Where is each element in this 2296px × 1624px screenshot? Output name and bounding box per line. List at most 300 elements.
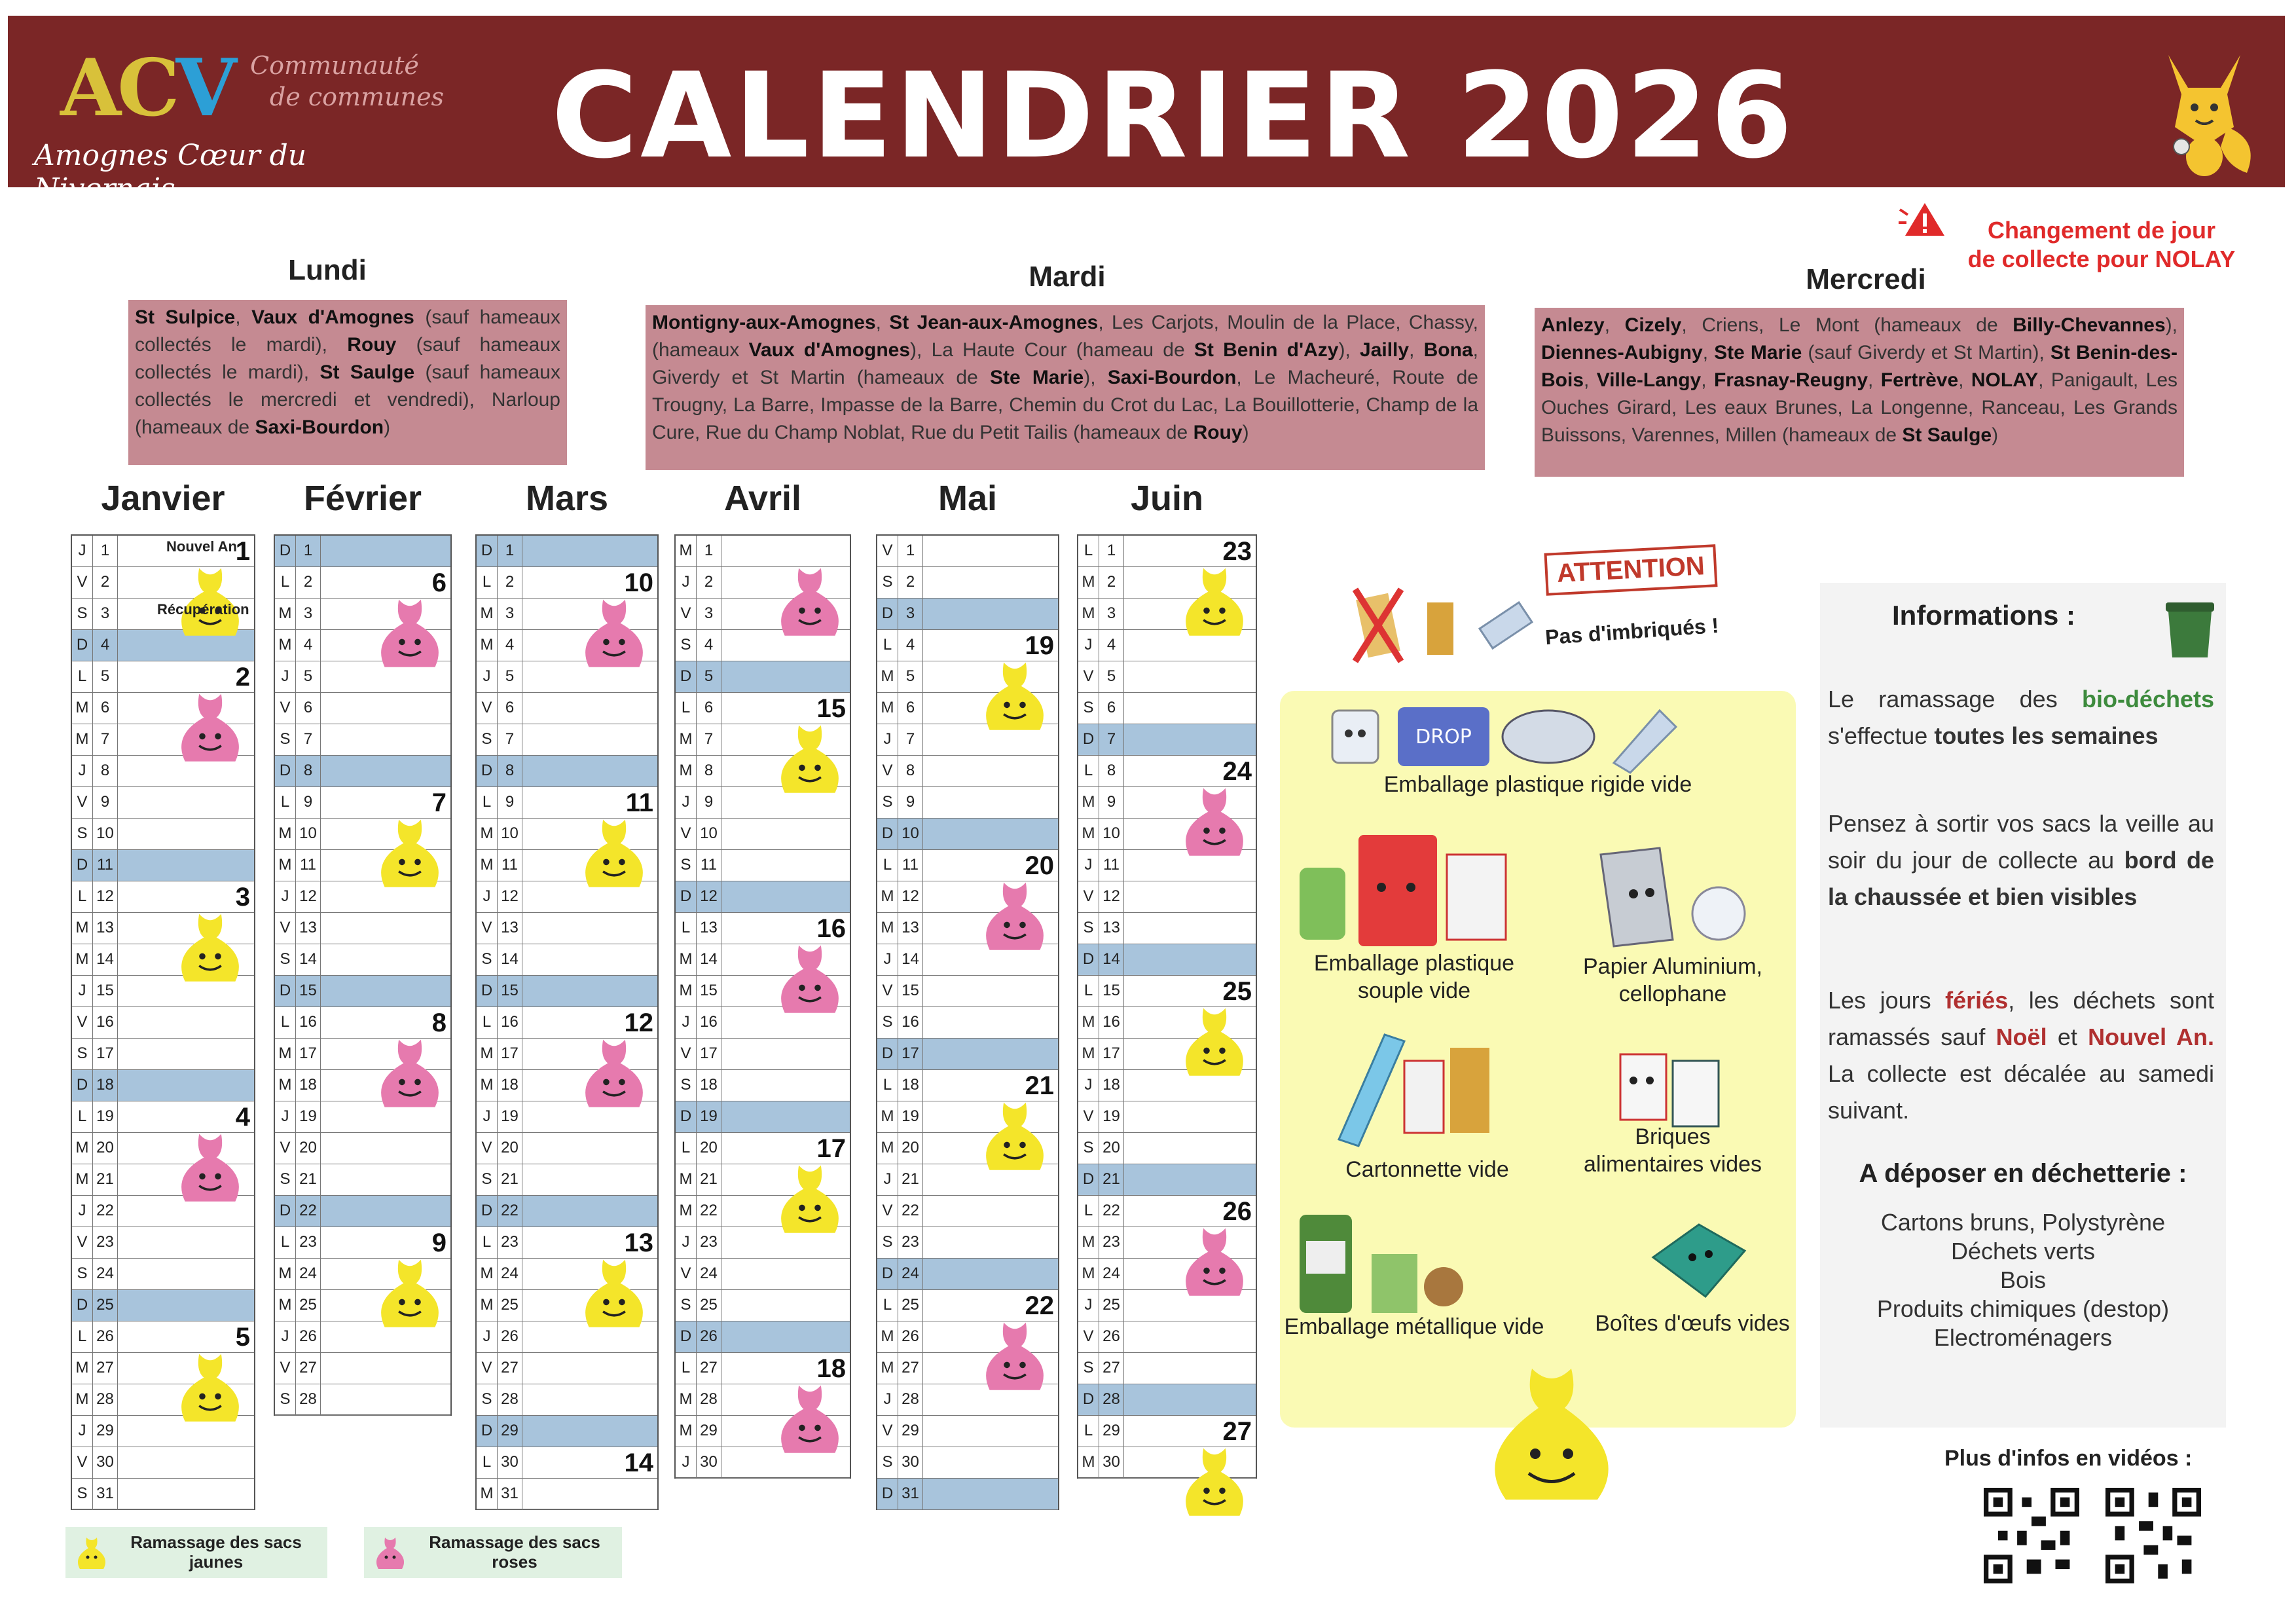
- day-letter: M: [275, 1039, 296, 1069]
- day-letter: M: [275, 1259, 296, 1289]
- day-number: 1: [296, 536, 321, 566]
- month-table: [475, 534, 659, 1510]
- day-letter: D: [477, 756, 498, 786]
- yellow-bag-icon: [1175, 1442, 1254, 1524]
- day-number: 26: [296, 1321, 321, 1352]
- day-letter: J: [877, 1384, 898, 1415]
- day-letter: L: [877, 1070, 898, 1101]
- day-letter: M: [1078, 599, 1099, 629]
- day-row: [275, 976, 450, 1007]
- header-banner: [8, 16, 2285, 206]
- day-number: 14: [296, 944, 321, 975]
- day-letter: V: [72, 1447, 93, 1478]
- day-number: 13: [93, 913, 118, 944]
- day-row: [1078, 944, 1256, 976]
- week-number: 6: [431, 568, 446, 597]
- day-number: 3: [296, 599, 321, 629]
- day-row: [1078, 881, 1256, 913]
- day-number: 25: [498, 1290, 522, 1321]
- day-letter: M: [275, 1290, 296, 1321]
- day-number: 18: [898, 1070, 923, 1101]
- pink-bag-icon: [1175, 782, 1254, 864]
- day-letter: D: [676, 1321, 697, 1352]
- day-letter: M: [477, 630, 498, 661]
- day-row: [877, 1007, 1058, 1039]
- day-letter: M: [877, 661, 898, 692]
- yellow-bag-icon: [72, 1532, 111, 1572]
- week-number: 7: [431, 788, 446, 817]
- day-letter: D: [477, 1196, 498, 1227]
- sunday-fill: [522, 976, 657, 1006]
- day-letter: V: [877, 1416, 898, 1447]
- day-row: [877, 819, 1058, 850]
- day-letter: D: [275, 756, 296, 786]
- day-row: [877, 1447, 1058, 1479]
- week-number: 18: [816, 1354, 846, 1383]
- day-number: 28: [697, 1384, 721, 1415]
- day-row: [72, 1479, 254, 1510]
- day-letter: V: [72, 787, 93, 818]
- day-number: 16: [498, 1007, 522, 1038]
- day-row: [275, 1353, 450, 1384]
- day-row: [275, 913, 450, 944]
- day-row: [877, 1196, 1058, 1227]
- day-number: 6: [898, 693, 923, 724]
- day-letter: M: [275, 850, 296, 881]
- day-number: 19: [898, 1101, 923, 1132]
- day-letter: L: [676, 693, 697, 724]
- info-title: Informations :: [1892, 600, 2075, 631]
- dechetterie-item: Bois: [1999, 1266, 2047, 1293]
- day-number: 26: [898, 1321, 923, 1352]
- day-letter: J: [676, 567, 697, 598]
- day-row: [877, 756, 1058, 787]
- day-number: 24: [697, 1259, 721, 1289]
- day-row: [877, 599, 1058, 630]
- sunday-fill: [321, 756, 450, 786]
- day-letter: J: [877, 944, 898, 975]
- day-number: 20: [498, 1133, 522, 1164]
- day-row: [1078, 1353, 1256, 1384]
- day-number: 12: [296, 881, 321, 912]
- info-sortir-sacs: Pensez à sortir vos sacs la veille au soir du jour de collecte au bord de la chaussée et bien visibles: [1828, 810, 2214, 910]
- day-number: 28: [898, 1384, 923, 1415]
- pink-bag-icon: [371, 593, 449, 675]
- day-number: 4: [296, 630, 321, 661]
- day-letter: V: [877, 536, 898, 566]
- day-letter: M: [477, 1259, 498, 1289]
- day-number: 12: [697, 881, 721, 912]
- pink-bag-icon: [771, 1379, 849, 1461]
- day-letter: V: [275, 1133, 296, 1164]
- day-number: 7: [93, 724, 118, 755]
- day-row: [877, 976, 1058, 1007]
- day-number: 23: [1099, 1227, 1124, 1258]
- week-number: 17: [816, 1134, 846, 1163]
- day-number: 8: [1099, 756, 1124, 786]
- week-number: 14: [624, 1449, 653, 1477]
- day-letter: M: [1078, 1039, 1099, 1069]
- month-table: [1077, 534, 1257, 1479]
- day-letter: M: [676, 944, 697, 975]
- day-number: 17: [898, 1039, 923, 1069]
- month-table: [274, 534, 452, 1416]
- day-row: [72, 1227, 254, 1259]
- day-letter: V: [275, 1353, 296, 1384]
- day-letter: S: [676, 1290, 697, 1321]
- day-row: [1078, 724, 1256, 756]
- dechetterie-item: Electroménagers: [1933, 1324, 2113, 1351]
- day-row: [877, 787, 1058, 819]
- day-letter: M: [1078, 567, 1099, 598]
- egg-box-label: Boîtes d'œufs vides: [1595, 1311, 1790, 1336]
- day-letter: J: [877, 1164, 898, 1195]
- day-row: [477, 1196, 657, 1227]
- day-box-mardi: Montigny-aux-Amognes, St Jean-aux-Amognes, Les Carjots, Moulin de la Place, Chassy, (hameaux Vaux d'Amognes), La Haute Cour (hameau de St Benin d'Azy), Jailly, Bona, Giverdy et St Martin (hameaux de Ste Marie), Saxi-Bourdon, Le Macheuré, Route de Trougny, La Barre, Impasse de la Barre, Chemin du Crot du Lac, La Bouillotterie, Champ de la Cure, Rue du Champ Noblat, Rue du Petit Tailis (hameaux de Rouy): [646, 305, 1485, 470]
- day-number: 27: [93, 1353, 118, 1384]
- day-letter: D: [477, 1416, 498, 1447]
- day-row: [477, 756, 657, 787]
- day-row: [72, 819, 254, 850]
- day-number: 7: [697, 724, 721, 755]
- day-number: 28: [93, 1384, 118, 1415]
- yellow-bag-icon: [171, 1348, 249, 1430]
- day-row: [676, 1070, 850, 1101]
- day-letter: L: [877, 630, 898, 661]
- day-number: 18: [93, 1070, 118, 1101]
- day-number: 20: [697, 1133, 721, 1164]
- aluminium-foil-icon: [1588, 841, 1758, 953]
- day-row: [676, 661, 850, 693]
- day-letter: M: [877, 913, 898, 944]
- day-letter: L: [1078, 536, 1099, 566]
- day-number: 19: [296, 1101, 321, 1132]
- logo-letters-v: V: [175, 42, 233, 134]
- day-number: 9: [697, 787, 721, 818]
- month-title: Février: [303, 479, 422, 518]
- day-number: 20: [1099, 1133, 1124, 1164]
- sunday-fill: [923, 1479, 1058, 1509]
- day-letter: M: [676, 1384, 697, 1415]
- day-number: 18: [498, 1070, 522, 1101]
- day-row: [477, 1164, 657, 1196]
- day-letter: V: [1078, 1101, 1099, 1132]
- day-number: 14: [1099, 944, 1124, 975]
- day-letter: M: [676, 756, 697, 786]
- day-letter: L: [1078, 1416, 1099, 1447]
- day-letter: M: [877, 1133, 898, 1164]
- day-row: [72, 1259, 254, 1290]
- day-letter: M: [72, 1164, 93, 1195]
- day-number: 17: [697, 1039, 721, 1069]
- sunday-fill: [721, 1321, 850, 1352]
- day-letter: L: [72, 1321, 93, 1352]
- sunday-fill: [321, 976, 450, 1006]
- day-letter: L: [275, 1007, 296, 1038]
- day-letter: M: [676, 536, 697, 566]
- day-number: 30: [1099, 1447, 1124, 1478]
- day-letter: V: [275, 913, 296, 944]
- day-letter: V: [676, 1259, 697, 1289]
- day-letter: S: [72, 819, 93, 849]
- day-number: 27: [697, 1353, 721, 1384]
- day-letter: D: [1078, 724, 1099, 755]
- day-number: 13: [1099, 913, 1124, 944]
- day-number: 12: [1099, 881, 1124, 912]
- logo-line2: de communes: [270, 83, 445, 111]
- week-number: 10: [624, 568, 653, 597]
- day-number: 12: [498, 881, 522, 912]
- week-number: 9: [431, 1228, 446, 1257]
- day-number: 2: [1099, 567, 1124, 598]
- day-number: 25: [1099, 1290, 1124, 1321]
- soft-plastic-icon: [1293, 828, 1516, 959]
- day-letter: J: [72, 756, 93, 786]
- day-number: 21: [898, 1164, 923, 1195]
- day-row: [275, 1384, 450, 1416]
- day-row: [72, 1007, 254, 1039]
- day-letter: D: [275, 536, 296, 566]
- alert-line1: Changement de jour: [1987, 217, 2216, 244]
- day-number: 16: [93, 1007, 118, 1038]
- sunday-fill: [1124, 944, 1256, 975]
- day-row: [877, 1259, 1058, 1290]
- sunday-fill: [118, 850, 254, 881]
- day-row: [477, 693, 657, 724]
- day-letter: J: [275, 881, 296, 912]
- info-biodechets: Le ramassage des bio-déchets s'effectue toutes les semaines: [1828, 686, 2214, 749]
- day-row: [477, 944, 657, 976]
- day-number: 4: [498, 630, 522, 661]
- day-letter: L: [877, 1290, 898, 1321]
- dechetterie-title: A déposer en déchetterie :: [1859, 1159, 2187, 1188]
- day-letter: M: [72, 944, 93, 975]
- day-number: 18: [296, 1070, 321, 1101]
- day-letter: M: [1078, 787, 1099, 818]
- videos-label: Plus d'infos en vidéos :: [1944, 1446, 2193, 1471]
- day-number: 21: [93, 1164, 118, 1195]
- day-row: [477, 1416, 657, 1447]
- day-row: [275, 724, 450, 756]
- day-letter: M: [1078, 1259, 1099, 1289]
- day-number: 29: [697, 1416, 721, 1447]
- day-row: [477, 976, 657, 1007]
- qr-code-icon[interactable]: [1984, 1488, 2079, 1583]
- pink-bag-icon: [975, 876, 1054, 958]
- legend-pink-text: Ramassage des sacs roses: [429, 1532, 600, 1572]
- yellow-bag-icon: [371, 813, 449, 895]
- day-number: 22: [296, 1196, 321, 1227]
- day-number: 23: [296, 1227, 321, 1258]
- day-letter: D: [275, 976, 296, 1006]
- day-title-mardi: Mardi: [1029, 261, 1106, 293]
- day-letter: D: [676, 1101, 697, 1132]
- day-letter: J: [72, 1196, 93, 1227]
- day-number: 28: [1099, 1384, 1124, 1415]
- day-letter: S: [1078, 693, 1099, 724]
- day-letter: L: [275, 567, 296, 598]
- day-number: 2: [697, 567, 721, 598]
- day-letter: D: [72, 1070, 93, 1101]
- day-number: 30: [697, 1447, 721, 1478]
- sunday-fill: [321, 1196, 450, 1227]
- qr-code-icon[interactable]: [2105, 1488, 2201, 1583]
- day-letter: J: [676, 1227, 697, 1258]
- day-letter: L: [477, 1007, 498, 1038]
- bio-bin-icon: [2160, 589, 2219, 661]
- day-row: [1078, 1133, 1256, 1164]
- day-number: 7: [898, 724, 923, 755]
- month-title: Mars: [525, 479, 609, 518]
- week-number: 11: [625, 788, 653, 817]
- day-number: 5: [498, 661, 522, 692]
- day-letter: S: [877, 1227, 898, 1258]
- week-number: 5: [235, 1323, 250, 1352]
- day-row: [275, 1164, 450, 1196]
- day-number: 28: [498, 1384, 522, 1415]
- day-letter: S: [477, 724, 498, 755]
- yellow-bag-mascot-icon: [1467, 1342, 1637, 1513]
- day-letter: D: [877, 1259, 898, 1289]
- day-letter: J: [1078, 1290, 1099, 1321]
- day-letter: S: [877, 787, 898, 818]
- day-letter: L: [275, 1227, 296, 1258]
- day-letter: S: [1078, 1133, 1099, 1164]
- day-letter: S: [1078, 913, 1099, 944]
- day-number: 2: [498, 567, 522, 598]
- day-number: 11: [93, 850, 118, 881]
- day-letter: M: [477, 1290, 498, 1321]
- yellow-bag-icon: [575, 813, 653, 895]
- sunday-fill: [923, 599, 1058, 629]
- day-number: 28: [296, 1384, 321, 1415]
- day-number: 26: [1099, 1321, 1124, 1352]
- day-letter: D: [1078, 1384, 1099, 1415]
- pink-bag-icon: [771, 939, 849, 1021]
- day-letter: L: [72, 881, 93, 912]
- yellow-bag-icon: [1175, 1002, 1254, 1084]
- day-letter: M: [72, 1353, 93, 1384]
- day-number: 20: [898, 1133, 923, 1164]
- legend-yellow: [65, 1527, 327, 1578]
- legend-pink: [364, 1527, 622, 1578]
- day-number: 19: [93, 1101, 118, 1132]
- week-number: 2: [235, 663, 250, 692]
- day-row: [477, 536, 657, 567]
- week-number: 16: [816, 914, 846, 943]
- day-letter: M: [275, 630, 296, 661]
- day-letter: M: [275, 819, 296, 849]
- yellow-bag-icon: [975, 1096, 1054, 1178]
- metal-can-label: Emballage métallique vide: [1284, 1314, 1544, 1339]
- day-number: 10: [93, 819, 118, 849]
- day-number: 30: [498, 1447, 522, 1478]
- sunday-fill: [522, 1416, 657, 1447]
- week-number: 20: [1025, 851, 1054, 880]
- sunday-fill: [118, 1070, 254, 1101]
- day-number: 8: [697, 756, 721, 786]
- day-letter: M: [676, 1416, 697, 1447]
- dechetterie-item: Déchets verts: [1950, 1238, 2096, 1264]
- month-title: Juin: [1130, 479, 1203, 518]
- sunday-fill: [721, 1101, 850, 1132]
- aluminium-foil-label: Papier Aluminium, cellophane: [1582, 954, 1762, 1006]
- day-row: [1078, 1164, 1256, 1196]
- day-letter: S: [676, 850, 697, 881]
- week-number: 25: [1222, 977, 1252, 1006]
- day-letter: M: [676, 976, 697, 1006]
- day-number: 10: [498, 819, 522, 849]
- day-number: 25: [697, 1290, 721, 1321]
- day-letter: D: [1078, 1164, 1099, 1195]
- day-number: 17: [296, 1039, 321, 1069]
- day-row: [477, 1133, 657, 1164]
- day-letter: S: [275, 944, 296, 975]
- month-title: Mai: [938, 479, 998, 518]
- day-letter: L: [477, 787, 498, 818]
- day-number: 5: [1099, 661, 1124, 692]
- day-row: [72, 1070, 254, 1101]
- day-letter: J: [1078, 630, 1099, 661]
- day-number: 29: [498, 1416, 522, 1447]
- day-number: 16: [296, 1007, 321, 1038]
- week-number: 4: [235, 1103, 250, 1132]
- day-row: [877, 1227, 1058, 1259]
- day-letter: J: [1078, 1070, 1099, 1101]
- yellow-bag-icon: [371, 1253, 449, 1335]
- day-letter: V: [676, 599, 697, 629]
- day-number: 27: [898, 1353, 923, 1384]
- day-number: 17: [1099, 1039, 1124, 1069]
- day-letter: L: [1078, 1196, 1099, 1227]
- week-number: 23: [1222, 537, 1252, 566]
- legend-yellow-text: Ramassage des sacs jaunes: [130, 1532, 302, 1572]
- day-title-mercredi: Mercredi: [1806, 263, 1926, 295]
- day-number: 1: [498, 536, 522, 566]
- day-number: 15: [1099, 976, 1124, 1006]
- day-letter: M: [275, 599, 296, 629]
- day-letter: L: [72, 1101, 93, 1132]
- day-number: 18: [697, 1070, 721, 1101]
- day-letter: L: [676, 1133, 697, 1164]
- no-nesting-text: Pas d'imbriqués !: [1544, 613, 1720, 650]
- day-number: 8: [498, 756, 522, 786]
- day-number: 15: [697, 976, 721, 1006]
- month-title: Avril: [723, 479, 802, 518]
- day-number: 24: [1099, 1259, 1124, 1289]
- day-number: 31: [898, 1479, 923, 1509]
- day-number: 4: [898, 630, 923, 661]
- day-letter: S: [877, 1447, 898, 1478]
- day-letter: S: [275, 1384, 296, 1415]
- day-number: 19: [498, 1101, 522, 1132]
- day-letter: L: [477, 1227, 498, 1258]
- pink-bag-icon: [975, 1316, 1054, 1398]
- day-row: [676, 1101, 850, 1133]
- day-letter: M: [477, 850, 498, 881]
- day-number: 10: [697, 819, 721, 849]
- day-row: [676, 1290, 850, 1321]
- day-number: 22: [1099, 1196, 1124, 1227]
- day-number: 5: [697, 661, 721, 692]
- day-number: 27: [1099, 1353, 1124, 1384]
- dechetterie-item: Cartons bruns, Polystyrène: [1880, 1209, 2166, 1236]
- day-number: 24: [296, 1259, 321, 1289]
- day-letter: J: [72, 1416, 93, 1447]
- recycling-panel: [1280, 691, 1796, 1428]
- day-letter: V: [676, 1039, 697, 1069]
- day-number: 22: [697, 1196, 721, 1227]
